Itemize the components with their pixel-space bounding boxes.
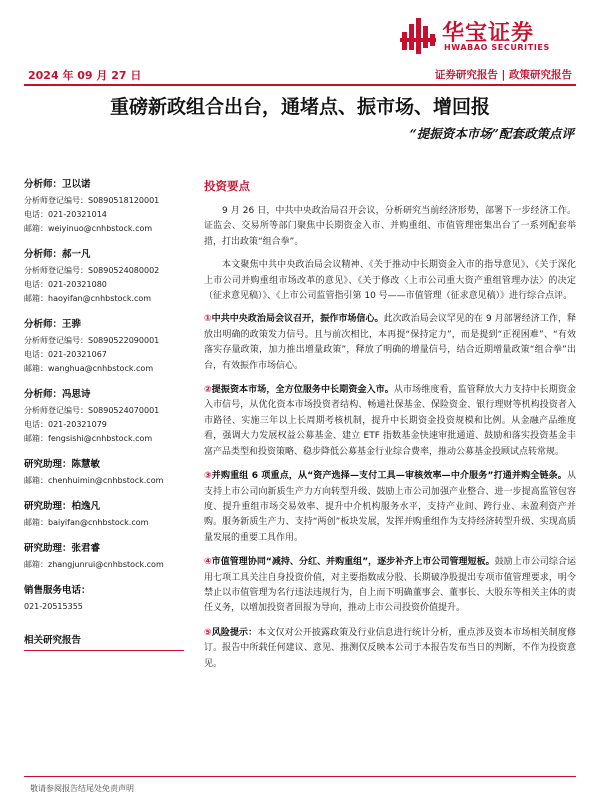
brand-name-en: HWABAO SECURITIES	[444, 43, 550, 52]
assistant-email: 邮箱：baiyifan@cnhbstock.com	[24, 518, 149, 527]
key-point	[204, 383, 576, 460]
point-number: ④	[204, 557, 212, 568]
analyst-cert: 分析师登记编号：S0890524070001	[24, 406, 160, 415]
disclaimer-note: 敬请参阅报告结尾处免责声明	[30, 784, 134, 793]
analyst-phone: 电话：021-20321079	[24, 420, 107, 429]
investment-highlights	[204, 178, 576, 681]
point-number: ⑤	[204, 627, 212, 638]
analyst-card	[24, 178, 184, 234]
analyst-cert: 分析师登记编号：S0890518120001	[24, 196, 160, 205]
point-text: 鼓励上市公司综合运用七项工具关注自身投资价值，对主要指数成分股、长期破净股提出专项市值管理要求，明令禁止以市值管理为名行违法违规行为，自上而下明确董事会、董事长、大股东等相关主体的责任义务，以增加投资者回报为导向，推动上市公司投资价值提升。	[204, 557, 576, 614]
brand-logo	[398, 12, 578, 58]
intro-paragraph: 本文聚焦中共中央政治局会议精神、《关于推动中长期资金入市的指导意见》、《关于深化上市公司并购重组市场改革的意见》、《关于修改〈上市公司重大资产重组管理办法〉的决定（征求意见稿）》、《上市公司监管指引第 10 号——市值管理（征求意见稿）》进行综合点评。	[204, 260, 576, 302]
analyst-name: 分析师：卫以诺	[24, 179, 91, 190]
section-title: 投资要点	[204, 179, 250, 193]
point-text: 从支持上市公司向新质生产力方向转型升级、鼓励上市公司加强产业整合、进一步提高监管包容度、提升重组市场交易效率、提升中介机构服务水平，支持产业间、跨行业、未盈利资产并购。服务新质生产力、支持“两创”板块发展，发挥并购重组作为支持经济转型升级、实现高质量发展的重要工具作用。	[204, 471, 576, 543]
analyst-email: 邮箱：wanghua@cnhbstock.com	[24, 364, 154, 373]
point-text: 从市场维度看，监管释放大力支持中长期资金入市信号，从优化资本市场投资者结构、畅通社保基金、保险资金、银行理财等机构投资者入市路径、实施三年以上长周期考核机制，提升中长期资金投资规模和比例。从金融产品维度看，强调大力发展权益公募基金、建立 ETF 指数基金快速审批通道、鼓励和落实投资基金丰富产品类型和投资策略、稳步降低公募基金行业综合费率，推动公募基金投顾试点转常规。	[204, 385, 576, 457]
analyst-email: 邮箱：fengsishi@cnhbstock.com	[24, 434, 153, 443]
assistant-name: 研究助理：柏逸凡	[24, 501, 101, 512]
point-number: ③	[204, 471, 212, 482]
point-lead: 并购重组 6 项重点，从“资产选择—支付工具—审核效率—中介服务”打通并购全链条。	[211, 471, 567, 482]
analyst-cert: 分析师登记编号：S0890522090001	[24, 336, 160, 345]
analyst-email: 邮箱：haoyifan@cnhbstock.com	[24, 294, 152, 303]
point-lead: 市值管理协同“减持、分红、并购重组”，逐步补齐上市公司管理短板。	[211, 557, 495, 568]
key-point	[204, 555, 576, 617]
analyst-phone: 电话：021-20321080	[24, 280, 107, 289]
assistant-card	[24, 458, 184, 486]
analyst-card	[24, 248, 184, 304]
analyst-name: 分析师：郝一凡	[24, 249, 91, 260]
report-date: 2024 年 09 月 27 日	[28, 69, 142, 82]
analyst-card	[24, 318, 184, 374]
assistant-card	[24, 542, 184, 570]
analyst-phone: 电话：021-20321014	[24, 210, 107, 219]
point-text: 此次政治局会议罕见的在 9 月部署经济工作，释放出明确的政策发力信号。且与前次相比，本再提“保持定力”，而是提到“正视困难”、“有效落实存量政策，加力推出增量政策”，释放了明确的增量信号，结合近期增量政策“组合拳”出台，有效振作市场信心。	[204, 314, 576, 371]
hwabao-logo-icon	[398, 16, 438, 56]
analyst-email: 邮箱：weiyinuo@cnhbstock.com	[24, 224, 153, 233]
key-point	[204, 469, 576, 546]
assistant-name: 研究助理：陈慧敏	[24, 459, 101, 470]
point-lead: 提振资本市场，全方位服务中长期资金入市。	[211, 385, 394, 396]
sales-phone: 021-20515355	[24, 602, 83, 611]
report-title: 重磅新政组合出台，通堵点、振市场、增回报	[109, 96, 490, 118]
analyst-phone: 电话：021-20321067	[24, 350, 107, 359]
report-subtitle: “提振资本市场”配套政策点评	[409, 126, 574, 141]
point-lead: 风险提示：	[211, 627, 258, 638]
analyst-sidebar	[24, 178, 184, 651]
point-text: 本文仅对公开披露政策及行业信息进行统计分析，重点涉及资本市场相关制度修订。报告中所载任何建议、意见、推测仅反映本公司于本报告发布当日的判断，不作为投资意见。	[204, 627, 576, 669]
related-reports-heading: 相关研究报告	[24, 632, 184, 651]
analyst-name: 分析师：王骅	[24, 319, 82, 330]
analyst-name: 分析师：冯思诗	[24, 389, 91, 400]
analyst-card	[24, 388, 184, 444]
risk-warning	[204, 626, 576, 672]
assistant-email: 邮箱：zhangjunrui@cnhbstock.com	[24, 560, 164, 569]
analyst-cert: 分析师登记编号：S0890524080002	[24, 266, 160, 275]
sales-title: 销售服务电话：	[24, 585, 91, 596]
point-number: ②	[204, 385, 212, 396]
report-header-bar	[24, 64, 576, 86]
brand-name-cn: 华宝证券	[442, 21, 535, 46]
assistant-name: 研究助理：张君睿	[24, 543, 101, 554]
report-category: 证券研究报告 | 政策研究报告	[434, 69, 572, 81]
assistant-email: 邮箱：chenhuimin@cnhbstock.com	[24, 476, 164, 485]
point-lead: 中共中央政治局会议召开，振作市场信心。	[211, 314, 384, 325]
header-divider	[24, 84, 576, 86]
page-footer	[24, 776, 576, 796]
point-number: ①	[204, 314, 212, 325]
assistant-card	[24, 500, 184, 528]
key-point	[204, 312, 576, 374]
intro-paragraph: 9 月 26 日，中共中央政治局召开会议，分析研究当前经济形势，部署下一步经济工作。证监会、交易所等部门聚焦中长期资金入市、并购重组、市值管理密集出台了一系列配套举措，打出政策“组合拳”。	[204, 206, 576, 247]
